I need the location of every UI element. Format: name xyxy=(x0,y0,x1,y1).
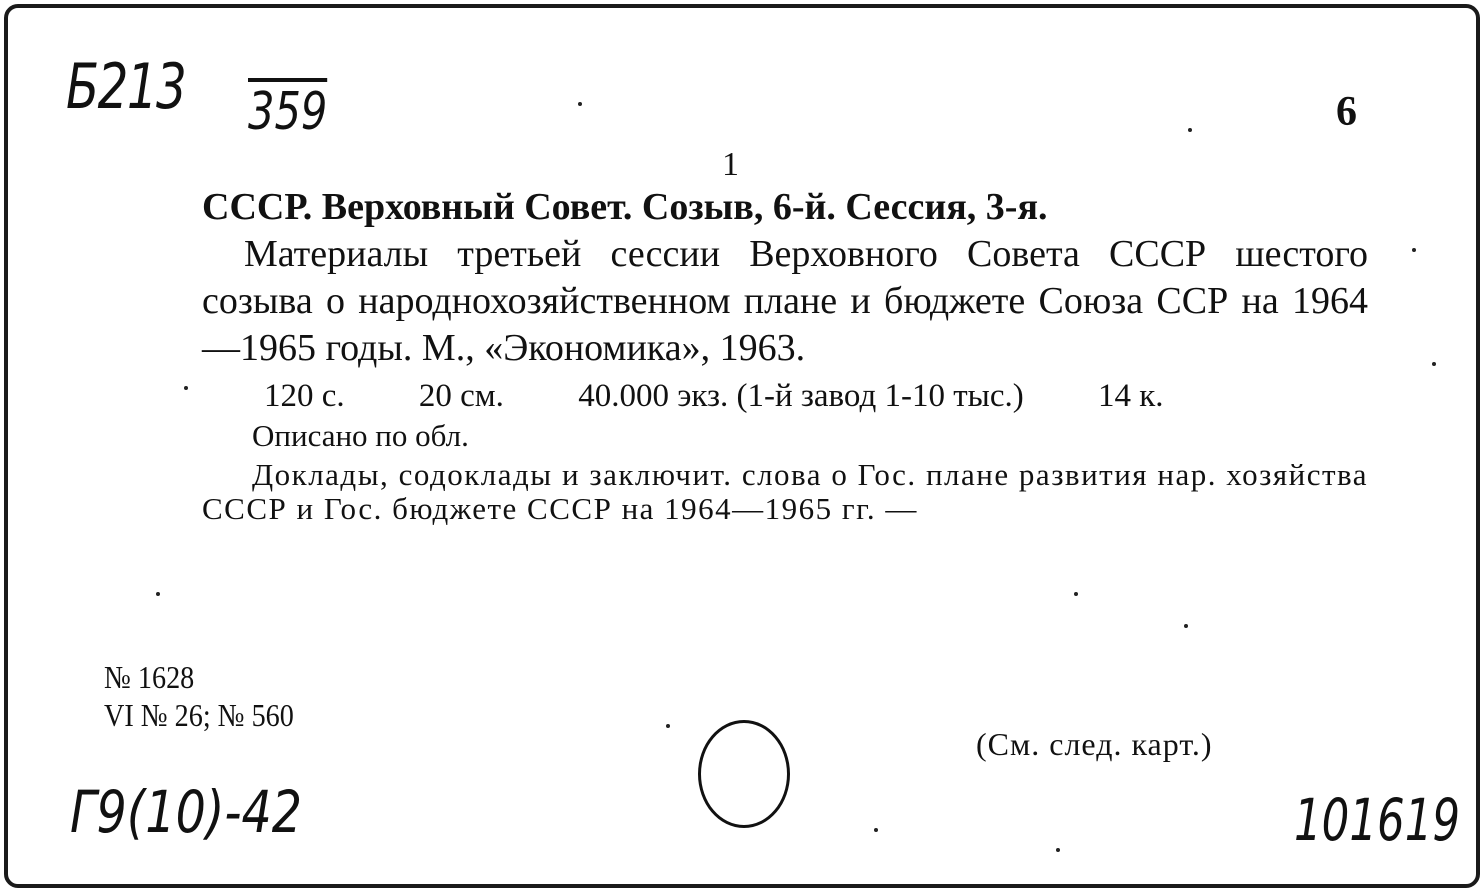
card-number: 6 xyxy=(1336,89,1357,135)
contents-note: Доклады, содоклады и заключит. слова о Гос. плане развития нар. хозяйства СССР и Гос. бюджете СССР на 1964—1965 гг. — xyxy=(202,457,1368,526)
inventory-number: 101619 xyxy=(1294,786,1461,854)
punch-hole xyxy=(698,720,790,828)
heading: СССР. Верховный Совет. Созыв, 6-й. Сессия, 3-я. xyxy=(202,186,1048,228)
registry-line-1: № 1628 xyxy=(104,659,195,695)
item-number: 1 xyxy=(722,146,739,183)
catalog-card xyxy=(4,4,1480,888)
speck xyxy=(1074,592,1078,596)
pages: 120 с. xyxy=(264,378,345,414)
description-note: Описано по обл. xyxy=(252,418,469,453)
copies: 40.000 экз. (1-й завод 1-10 тыс.) xyxy=(578,378,1024,414)
shelf-mark: Б213 xyxy=(66,50,186,123)
classification-code: Г9(10)-42 xyxy=(70,778,303,846)
speck xyxy=(578,102,582,106)
speck xyxy=(156,592,160,596)
shelf-mark-sub: 359 xyxy=(248,78,327,142)
price: 14 к. xyxy=(1097,378,1164,414)
bibliographic-entry xyxy=(202,184,1368,526)
speck xyxy=(666,724,670,728)
size: 20 см. xyxy=(418,378,504,414)
registry-block xyxy=(104,658,294,734)
speck xyxy=(1184,624,1188,628)
registry-line-2: VI № 26; № 560 xyxy=(104,697,294,733)
speck xyxy=(1412,248,1416,252)
speck xyxy=(874,828,878,832)
collation-line xyxy=(264,376,1368,416)
speck xyxy=(1056,848,1060,852)
speck xyxy=(184,386,188,390)
speck xyxy=(1432,362,1436,366)
title-description: Материалы третьей сессии Верховного Совета СССР шестого созыва о народнохозяйственном плане и бюджете Союза ССР на 1964—1965 годы. М., «Экономика», 1963. xyxy=(202,233,1368,369)
speck xyxy=(1188,128,1192,132)
see-next-card: (См. след. карт.) xyxy=(976,726,1213,762)
